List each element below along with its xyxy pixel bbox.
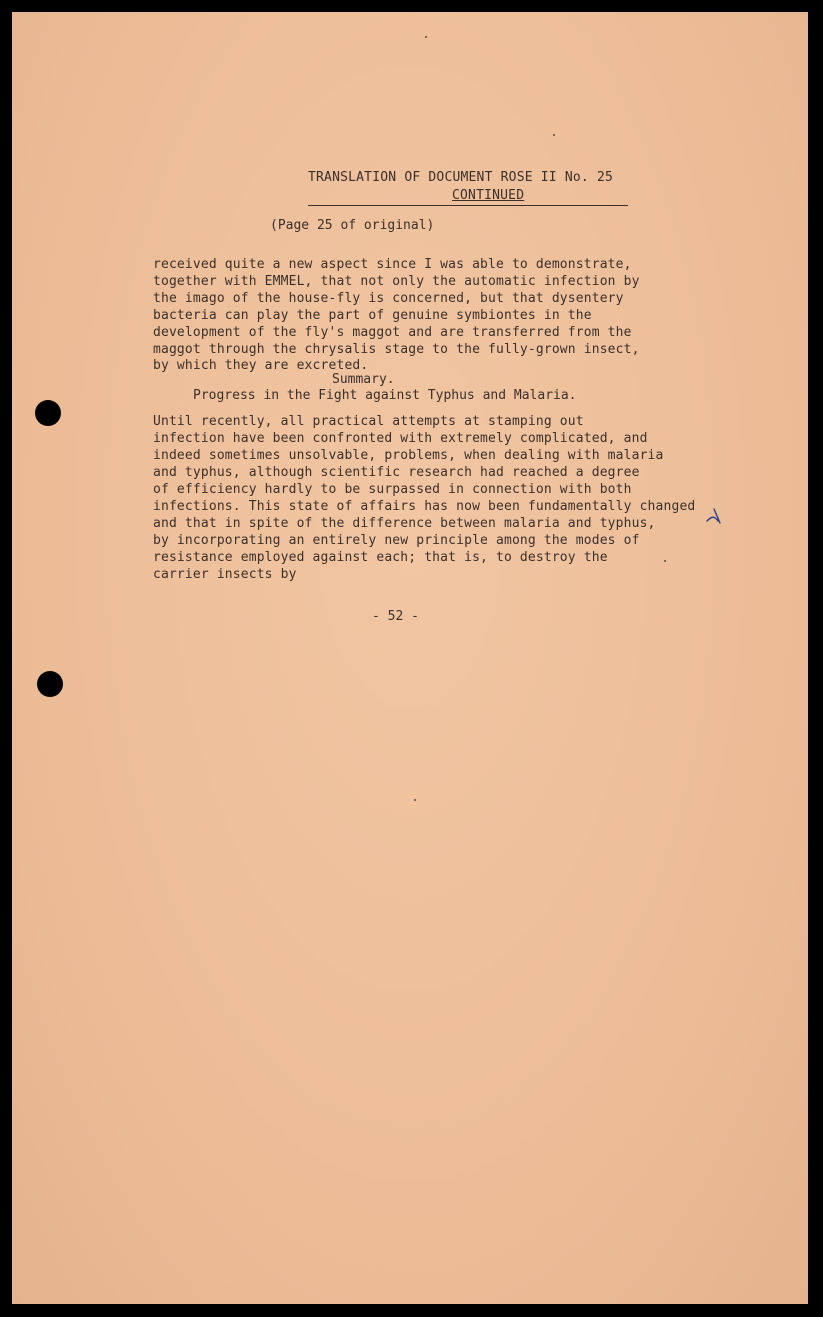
header-title: TRANSLATION OF DOCUMENT ROSE II No. 25 bbox=[308, 170, 614, 185]
page-reference: (Page 25 of original) bbox=[270, 218, 435, 233]
punch-hole bbox=[37, 671, 63, 697]
summary-heading: Summary. bbox=[332, 372, 395, 387]
punch-hole bbox=[35, 400, 61, 426]
header-underline bbox=[308, 205, 628, 206]
paper-speck bbox=[664, 560, 666, 562]
paragraph-2-line: Until recently, all practical attempts at stamping out bbox=[153, 414, 584, 429]
paragraph-2-line: infections. This state of affairs has now been fundamentally changed bbox=[153, 499, 696, 514]
paragraph-1-line: by which they are excreted. bbox=[153, 358, 369, 373]
header-continued: CONTINUED bbox=[452, 188, 525, 203]
paragraph-1-line: the imago of the house-fly is concerned, but that dysentery bbox=[153, 291, 624, 306]
paragraph-1-line: development of the fly's maggot and are transferred from the bbox=[153, 325, 632, 340]
paragraph-1-line: bacteria can play the part of genuine symbiontes in the bbox=[153, 308, 592, 323]
page-number: - 52 - bbox=[372, 609, 419, 624]
pen-correction-mark bbox=[704, 507, 728, 525]
paragraph-2-line: infection have been confronted with extremely complicated, and bbox=[153, 431, 648, 446]
paragraph-2-line: and typhus, although scientific research had reached a degree bbox=[153, 465, 640, 480]
paper-speck bbox=[425, 36, 427, 38]
document-page bbox=[12, 12, 808, 1304]
summary-subtitle: Progress in the Fight against Typhus and Malaria. bbox=[193, 388, 577, 403]
paragraph-1-line: together with EMMEL, that not only the automatic infection by bbox=[153, 274, 640, 289]
paragraph-2-line: carrier insects by bbox=[153, 567, 297, 582]
paragraph-2-line: and that in spite of the difference between malaria and typhus, bbox=[153, 516, 656, 531]
paragraph-2-line: of efficiency hardly to be surpassed in connection with both bbox=[153, 482, 632, 497]
paragraph-1-line: received quite a new aspect since I was able to demonstrate, bbox=[153, 257, 632, 272]
paragraph-2-line: resistance employed against each; that is, to destroy the bbox=[153, 550, 608, 565]
paragraph-2-line: by incorporating an entirely new principle among the modes of bbox=[153, 533, 640, 548]
paragraph-1-line: maggot through the chrysalis stage to the fully-grown insect, bbox=[153, 342, 640, 357]
paper-speck bbox=[553, 134, 555, 136]
paragraph-2-line: indeed sometimes unsolvable, problems, when dealing with malaria bbox=[153, 448, 664, 463]
paper-speck bbox=[414, 799, 416, 801]
